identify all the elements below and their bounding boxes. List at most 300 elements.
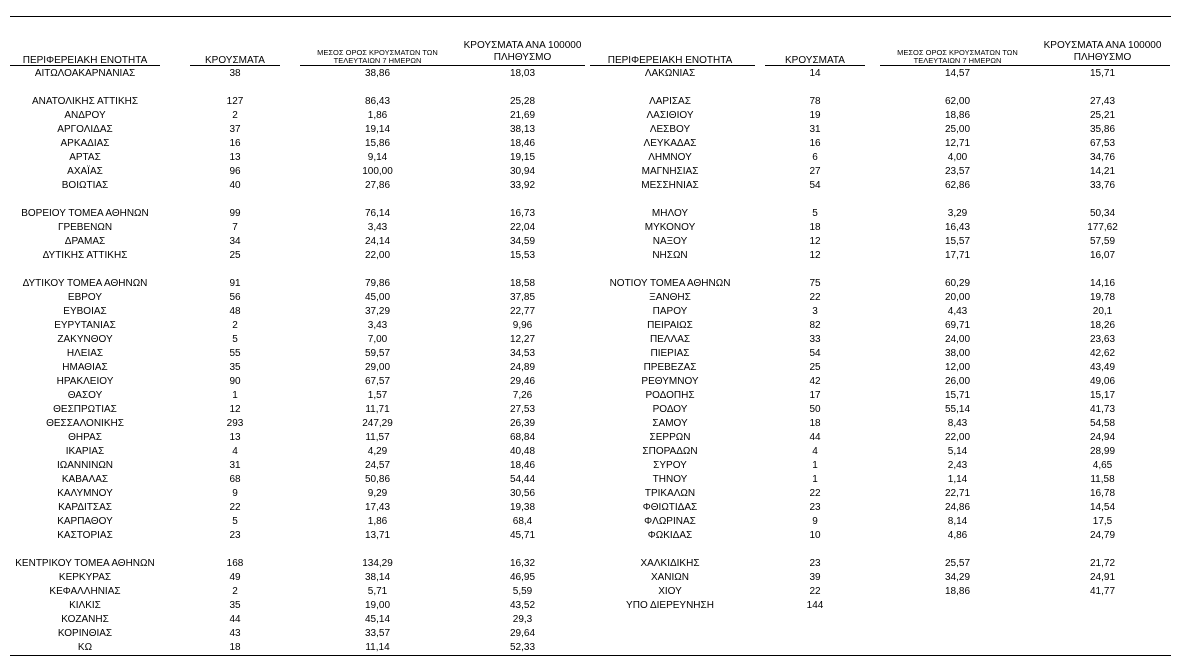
table-row <box>0 109 1181 123</box>
avg7-cell: 5,71 <box>367 586 388 597</box>
bottom-rule <box>10 655 1171 656</box>
region-cell: ΜΕΣΣΗΝΙΑΣ <box>641 180 699 191</box>
region-cell: ΦΛΩΡΙΝΑΣ <box>644 516 696 527</box>
cases-cell: 25 <box>809 362 821 373</box>
per100k-cell: 54,44 <box>509 474 536 485</box>
avg7-cell: 62,00 <box>944 96 971 107</box>
avg7-cell: 26,00 <box>944 376 971 387</box>
per100k-cell: 15,53 <box>509 250 536 261</box>
cases-cell: 4 <box>812 446 818 457</box>
table-row <box>0 347 1181 361</box>
right-header-region: ΠΕΡΙΦΕΡΕΙΑΚΗ ΕΝΟΤΗΤΑ <box>607 54 733 66</box>
cases-cell: 96 <box>229 166 241 177</box>
region-cell: ΚΑΒΑΛΑΣ <box>61 474 109 485</box>
cases-cell: 23 <box>809 558 821 569</box>
per100k-cell: 20,1 <box>1092 306 1113 317</box>
per100k-cell: 11,58 <box>1090 474 1115 485</box>
region-cell: ΡΕΘΥΜΝΟΥ <box>641 376 699 387</box>
per100k-cell: 22,04 <box>509 222 536 233</box>
cases-cell: 127 <box>226 96 244 107</box>
table-row <box>0 305 1181 319</box>
region-cell: ΚΟΖΑΝΗΣ <box>61 614 109 625</box>
header-underline <box>300 65 455 66</box>
avg7-cell: 3,43 <box>367 320 388 331</box>
region-cell: ΚΟΡΙΝΘΙΑΣ <box>57 628 113 639</box>
region-cell: ΚΕΡΚΥΡΑΣ <box>58 572 112 583</box>
per100k-cell: 43,52 <box>509 600 536 611</box>
cases-cell: 22 <box>229 502 241 513</box>
avg7-cell: 24,57 <box>364 460 391 471</box>
cases-cell: 22 <box>809 586 821 597</box>
cases-cell: 35 <box>229 600 241 611</box>
cases-cell: 25 <box>229 250 241 261</box>
cases-cell: 12 <box>229 404 241 415</box>
region-cell: ΛΑΡΙΣΑΣ <box>649 96 691 107</box>
cases-cell: 13 <box>229 432 241 443</box>
avg7-cell: 76,14 <box>364 208 391 219</box>
per100k-cell: 27,53 <box>509 404 536 415</box>
table-row <box>0 557 1181 571</box>
region-cell: ΑΙΤΩΛΟΑΚΑΡΝΑΝΙΑΣ <box>34 68 136 79</box>
avg7-cell: 9,29 <box>367 488 388 499</box>
avg7-cell: 4,43 <box>947 306 968 317</box>
cases-cell: 1 <box>812 474 818 485</box>
per100k-cell: 45,71 <box>509 530 536 541</box>
region-cell: ΕΒΡΟΥ <box>67 292 103 303</box>
per100k-cell: 42,62 <box>1089 348 1116 359</box>
avg7-cell: 45,00 <box>364 292 391 303</box>
cases-cell: 1 <box>232 390 238 401</box>
avg7-cell: 247,29 <box>362 418 393 429</box>
left-header-region: ΠΕΡΙΦΕΡΕΙΑΚΗ ΕΝΟΤΗΤΑ <box>22 54 148 66</box>
cases-cell: 4 <box>232 446 238 457</box>
per100k-cell: 21,69 <box>509 110 536 121</box>
region-cell: ΝΟΤΙΟΥ ΤΟΜΕΑ ΑΘΗΝΩΝ <box>609 278 731 289</box>
region-cell: ΡΟΔΟΠΗΣ <box>645 390 695 401</box>
header-underline <box>590 65 755 66</box>
table-row <box>0 431 1181 445</box>
cases-cell: 31 <box>809 124 821 135</box>
per100k-cell: 24,91 <box>1089 572 1116 583</box>
region-cell: ΠΙΕΡΙΑΣ <box>650 348 690 359</box>
per100k-cell: 35,86 <box>1089 124 1116 135</box>
region-cell: ΛΑΚΩΝΙΑΣ <box>644 68 696 79</box>
avg7-cell: 38,14 <box>364 572 391 583</box>
region-cell: ΑΧΑΪΑΣ <box>67 166 103 177</box>
table-row <box>0 487 1181 501</box>
cases-cell: 82 <box>809 320 821 331</box>
top-rule <box>10 16 1171 17</box>
avg7-cell: 15,71 <box>944 390 971 401</box>
region-cell: ΑΡΤΑΣ <box>69 152 101 163</box>
region-cell: ΠΡΕΒΕΖΑΣ <box>643 362 697 373</box>
region-cell: ΗΡΑΚΛΕΙΟΥ <box>56 376 114 387</box>
per100k-cell: 50,34 <box>1089 208 1116 219</box>
cases-cell: 49 <box>229 572 241 583</box>
per100k-cell: 23,63 <box>1089 334 1116 345</box>
cases-cell: 13 <box>229 152 241 163</box>
avg7-cell: 1,14 <box>947 474 968 485</box>
per100k-cell: 18,26 <box>1089 320 1116 331</box>
table-row <box>0 417 1181 431</box>
per100k-cell: 12,27 <box>509 334 536 345</box>
avg7-cell: 60,29 <box>944 278 971 289</box>
per100k-cell: 26,39 <box>509 418 536 429</box>
per100k-cell: 30,94 <box>509 166 536 177</box>
avg7-cell: 4,00 <box>947 152 968 163</box>
cases-cell: 9 <box>812 516 818 527</box>
table-row <box>0 641 1181 655</box>
cases-cell: 43 <box>229 628 241 639</box>
avg7-cell: 69,71 <box>944 320 971 331</box>
cases-cell: 44 <box>229 614 241 625</box>
region-cell: ΠΑΡΟΥ <box>652 306 688 317</box>
region-cell: ΦΩΚΙΔΑΣ <box>647 530 693 541</box>
table-row <box>0 445 1181 459</box>
left-header-avg7: ΜΕΣΟΣ ΟΡΟΣ ΚΡΟΥΣΜΑΤΩΝ ΤΩΝ ΤΕΛΕΥΤΑΙΩΝ 7 ΗΜΕΡΩΝ <box>317 47 438 66</box>
per100k-cell: 30,56 <box>509 488 536 499</box>
region-cell: ΑΡΚΑΔΙΑΣ <box>60 138 110 149</box>
per100k-cell: 34,53 <box>509 348 536 359</box>
per100k-cell: 28,99 <box>1089 446 1116 457</box>
per100k-cell: 21,72 <box>1089 558 1116 569</box>
table-row <box>0 613 1181 627</box>
cases-cell: 16 <box>809 138 821 149</box>
cases-cell: 31 <box>229 460 241 471</box>
per100k-cell: 25,21 <box>1089 110 1116 121</box>
region-cell: ΑΝΑΤΟΛΙΚΗΣ ΑΤΤΙΚΗΣ <box>31 96 139 107</box>
per100k-cell: 27,43 <box>1089 96 1116 107</box>
cases-cell: 75 <box>809 278 821 289</box>
per100k-cell: 40,48 <box>509 446 536 457</box>
avg7-cell: 19,00 <box>364 600 391 611</box>
table-row <box>0 235 1181 249</box>
region-cell: ΚΑΡΔΙΤΣΑΣ <box>58 502 112 513</box>
region-cell: ΜΥΚΟΝΟΥ <box>644 222 696 233</box>
avg7-cell: 27,86 <box>364 180 391 191</box>
table-row <box>0 585 1181 599</box>
region-cell: ΣΥΡΟΥ <box>653 460 687 471</box>
table-row <box>0 375 1181 389</box>
avg7-cell: 4,29 <box>367 446 388 457</box>
cases-cell: 54 <box>809 180 821 191</box>
per100k-cell: 57,59 <box>1089 236 1116 247</box>
avg7-cell: 67,57 <box>364 376 391 387</box>
region-cell: ΙΚΑΡΙΑΣ <box>65 446 105 457</box>
cases-cell: 293 <box>226 418 244 429</box>
region-cell: ΣΕΡΡΩΝ <box>649 432 691 443</box>
table-row <box>0 277 1181 291</box>
region-cell: ΜΑΓΝΗΣΙΑΣ <box>641 166 699 177</box>
avg7-cell: 9,14 <box>367 152 388 163</box>
avg7-cell: 2,43 <box>947 460 968 471</box>
per100k-cell: 7,26 <box>512 390 533 401</box>
per100k-cell: 43,49 <box>1089 362 1116 373</box>
per100k-cell: 9,96 <box>512 320 533 331</box>
region-cell: ΑΝΔΡΟΥ <box>64 110 106 121</box>
region-cell: ΝΑΞΟΥ <box>652 236 688 247</box>
table-row <box>0 627 1181 641</box>
cases-cell: 2 <box>232 586 238 597</box>
region-cell: ΔΡΑΜΑΣ <box>64 236 106 247</box>
region-cell: ΝΗΣΩΝ <box>652 250 688 261</box>
header-underline <box>10 65 160 66</box>
avg7-cell: 11,57 <box>365 432 390 443</box>
region-cell: ΘΑΣΟΥ <box>67 390 103 401</box>
per100k-cell: 19,38 <box>509 502 536 513</box>
avg7-cell: 79,86 <box>364 278 391 289</box>
table-row <box>0 389 1181 403</box>
avg7-cell: 12,71 <box>944 138 971 149</box>
cases-cell: 37 <box>229 124 241 135</box>
cases-cell: 22 <box>809 488 821 499</box>
per100k-cell: 41,77 <box>1089 586 1116 597</box>
avg7-cell: 38,86 <box>364 68 391 79</box>
cases-cell: 5 <box>232 334 238 345</box>
cases-cell: 38 <box>229 68 241 79</box>
table-row <box>0 151 1181 165</box>
cases-cell: 14 <box>809 68 821 79</box>
region-cell: ΜΗΛΟΥ <box>651 208 689 219</box>
per100k-cell: 46,95 <box>509 572 536 583</box>
cases-cell: 39 <box>809 572 821 583</box>
avg7-cell: 16,43 <box>944 222 971 233</box>
avg7-cell: 13,71 <box>364 530 391 541</box>
region-cell: ΕΥΒΟΙΑΣ <box>63 306 107 317</box>
avg7-cell: 8,43 <box>947 418 968 429</box>
table-row <box>0 123 1181 137</box>
region-cell: ΚΩ <box>77 642 93 653</box>
region-cell: ΡΟΔΟΥ <box>652 404 688 415</box>
cases-cell: 22 <box>809 292 821 303</box>
cases-cell: 55 <box>229 348 241 359</box>
cases-cell: 23 <box>229 530 241 541</box>
avg7-cell: 11,14 <box>365 642 390 653</box>
per100k-cell: 18,58 <box>509 278 536 289</box>
region-cell: ΘΕΣΣΑΛΟΝΙΚΗΣ <box>46 418 124 429</box>
header-underline <box>880 65 1035 66</box>
per100k-cell: 68,4 <box>512 516 533 527</box>
cases-cell: 48 <box>229 306 241 317</box>
avg7-cell: 50,86 <box>364 474 391 485</box>
right-header-cases: ΚΡΟΥΣΜΑΤΑ <box>785 54 845 66</box>
avg7-cell: 22,00 <box>364 250 391 261</box>
table-row <box>0 221 1181 235</box>
region-cell: ΦΘΙΩΤΙΔΑΣ <box>642 502 698 513</box>
per100k-cell: 16,07 <box>1089 250 1116 261</box>
per100k-cell: 34,76 <box>1089 152 1116 163</box>
region-cell: ΥΠΟ ΔΙΕΡΕΥΝΗΣΗ <box>626 600 714 611</box>
avg7-cell: 5,14 <box>947 446 968 457</box>
avg7-cell: 100,00 <box>362 166 393 177</box>
region-cell: ΚΕΝΤΡΙΚΟΥ ΤΟΜΕΑ ΑΘΗΝΩΝ <box>15 558 155 569</box>
right-header-avg7: ΜΕΣΟΣ ΟΡΟΣ ΚΡΟΥΣΜΑΤΩΝ ΤΩΝ ΤΕΛΕΥΤΑΙΩΝ 7 ΗΜΕΡΩΝ <box>897 47 1018 66</box>
per100k-cell: 68,84 <box>509 432 536 443</box>
per100k-cell: 37,85 <box>509 292 536 303</box>
per100k-cell: 15,71 <box>1089 68 1116 79</box>
cases-cell: 68 <box>229 474 241 485</box>
table-row <box>0 571 1181 585</box>
per100k-cell: 17,5 <box>1092 516 1113 527</box>
cases-cell: 17 <box>809 390 821 401</box>
cases-cell: 23 <box>809 502 821 513</box>
avg7-cell: 25,57 <box>944 558 971 569</box>
cases-cell: 18 <box>809 222 821 233</box>
per100k-cell: 54,58 <box>1089 418 1116 429</box>
region-cell: ΘΗΡΑΣ <box>68 432 102 443</box>
region-cell: ΧΑΝΙΩΝ <box>650 572 690 583</box>
per100k-cell: 49,06 <box>1089 376 1116 387</box>
per100k-cell: 24,79 <box>1089 530 1116 541</box>
cases-cell: 18 <box>809 418 821 429</box>
cases-cell: 9 <box>232 488 238 499</box>
avg7-cell: 1,57 <box>367 390 388 401</box>
per100k-cell: 33,92 <box>509 180 536 191</box>
region-cell: ΕΥΡΥΤΑΝΙΑΣ <box>54 320 116 331</box>
region-cell: ΠΕΙΡΑΙΩΣ <box>647 320 693 331</box>
region-cell: ΧΑΛΚΙΔΙΚΗΣ <box>640 558 700 569</box>
per100k-cell: 41,73 <box>1089 404 1116 415</box>
region-cell: ΑΡΓΟΛΙΔΑΣ <box>57 124 113 135</box>
table-row <box>0 501 1181 515</box>
cases-cell: 12 <box>809 250 821 261</box>
per100k-cell: 16,78 <box>1089 488 1116 499</box>
per100k-cell: 29,3 <box>512 614 533 625</box>
per100k-cell: 67,53 <box>1089 138 1116 149</box>
region-cell: ΘΕΣΠΡΩΤΙΑΣ <box>53 404 117 415</box>
cases-cell: 3 <box>812 306 818 317</box>
region-cell: ΛΕΣΒΟΥ <box>649 124 691 135</box>
avg7-cell: 24,14 <box>364 236 391 247</box>
avg7-cell: 55,14 <box>944 404 971 415</box>
table-row <box>0 403 1181 417</box>
region-cell: ΠΕΛΛΑΣ <box>649 334 691 345</box>
cases-cell: 2 <box>232 110 238 121</box>
per100k-cell: 14,54 <box>1089 502 1116 513</box>
per100k-cell: 18,46 <box>509 138 536 149</box>
avg7-cell: 4,86 <box>947 530 968 541</box>
avg7-cell: 86,43 <box>364 96 391 107</box>
avg7-cell: 15,86 <box>364 138 391 149</box>
avg7-cell: 1,86 <box>367 516 388 527</box>
avg7-cell: 22,00 <box>944 432 971 443</box>
per100k-cell: 29,46 <box>509 376 536 387</box>
avg7-cell: 8,14 <box>947 516 968 527</box>
avg7-cell: 3,29 <box>947 208 968 219</box>
cases-cell: 40 <box>229 180 241 191</box>
avg7-cell: 22,71 <box>944 488 971 499</box>
avg7-cell: 20,00 <box>944 292 971 303</box>
cases-cell: 5 <box>232 516 238 527</box>
per100k-cell: 29,64 <box>509 628 536 639</box>
cases-cell: 27 <box>809 166 821 177</box>
per100k-cell: 25,28 <box>509 96 536 107</box>
per100k-cell: 34,59 <box>509 236 536 247</box>
avg7-cell: 17,71 <box>944 250 971 261</box>
header-underline <box>190 65 280 66</box>
per100k-cell: 38,13 <box>509 124 536 135</box>
avg7-cell: 7,00 <box>367 334 388 345</box>
cases-cell: 33 <box>809 334 821 345</box>
region-cell: ΞΑΝΘΗΣ <box>649 292 691 303</box>
avg7-cell: 11,71 <box>365 404 390 415</box>
avg7-cell: 18,86 <box>944 586 971 597</box>
per100k-cell: 19,78 <box>1089 292 1116 303</box>
avg7-cell: 3,43 <box>367 222 388 233</box>
cases-cell: 19 <box>809 110 821 121</box>
table-row <box>0 179 1181 193</box>
table-row <box>0 165 1181 179</box>
cases-cell: 44 <box>809 432 821 443</box>
cases-cell: 99 <box>229 208 241 219</box>
avg7-cell: 18,86 <box>944 110 971 121</box>
cases-cell: 5 <box>812 208 818 219</box>
region-cell: ΛΑΣΙΘΙΟΥ <box>646 110 694 121</box>
region-cell: ΣΠΟΡΑΔΩΝ <box>642 446 698 457</box>
region-cell: ΔΥΤΙΚΟΥ ΤΟΜΕΑ ΑΘΗΝΩΝ <box>22 278 148 289</box>
per100k-cell: 24,94 <box>1089 432 1116 443</box>
table-row <box>0 515 1181 529</box>
region-cell: ΛΗΜΝΟΥ <box>648 152 692 163</box>
per100k-cell: 33,76 <box>1089 180 1116 191</box>
left-header-per100k: ΚΡΟΥΣΜΑΤΑ ΑΝΑ 100000 ΠΛΗΘΥΣΜΟ <box>463 40 582 63</box>
avg7-cell: 17,43 <box>364 502 391 513</box>
cases-cell: 18 <box>229 642 241 653</box>
region-cell: ΖΑΚΥΝΘΟΥ <box>57 334 113 345</box>
cases-cell: 7 <box>232 222 238 233</box>
avg7-cell: 38,00 <box>944 348 971 359</box>
avg7-cell: 15,57 <box>944 236 971 247</box>
per100k-cell: 22,77 <box>509 306 536 317</box>
cases-cell: 54 <box>809 348 821 359</box>
per100k-cell: 19,15 <box>509 152 536 163</box>
per100k-cell: 177,62 <box>1087 222 1118 233</box>
region-cell: ΤΡΙΚΑΛΩΝ <box>644 488 696 499</box>
region-cell: ΓΡΕΒΕΝΩΝ <box>57 222 113 233</box>
cases-cell: 56 <box>229 292 241 303</box>
region-cell: ΣΑΜΟΥ <box>652 418 688 429</box>
region-cell: ΒΟΡΕΙΟΥ ΤΟΜΕΑ ΑΘΗΝΩΝ <box>21 208 149 219</box>
per100k-cell: 4,65 <box>1092 460 1113 471</box>
per100k-cell: 15,17 <box>1089 390 1116 401</box>
region-cell: ΙΩΑΝΝΙΝΩΝ <box>56 460 114 471</box>
cases-cell: 144 <box>806 600 824 611</box>
header-underline <box>765 65 865 66</box>
left-header-cases: ΚΡΟΥΣΜΑΤΑ <box>205 54 265 66</box>
cases-cell: 10 <box>809 530 821 541</box>
table-row <box>0 473 1181 487</box>
per100k-cell: 5,59 <box>512 586 533 597</box>
cases-cell: 16 <box>229 138 241 149</box>
avg7-cell: 23,57 <box>944 166 971 177</box>
per100k-cell: 14,16 <box>1089 278 1116 289</box>
table-row <box>0 249 1181 263</box>
table-row <box>0 599 1181 613</box>
avg7-cell: 24,86 <box>944 502 971 513</box>
table-row <box>0 137 1181 151</box>
cases-cell: 168 <box>226 558 244 569</box>
table-row <box>0 333 1181 347</box>
table-row <box>0 291 1181 305</box>
avg7-cell: 33,57 <box>364 628 391 639</box>
table-row <box>0 459 1181 473</box>
table-row <box>0 207 1181 221</box>
table-row <box>0 319 1181 333</box>
cases-cell: 2 <box>232 320 238 331</box>
region-cell: ΚΕΦΑΛΛΗΝΙΑΣ <box>49 586 121 597</box>
region-cell: ΔΥΤΙΚΗΣ ΑΤΤΙΚΗΣ <box>42 250 128 261</box>
avg7-cell: 1,86 <box>367 110 388 121</box>
